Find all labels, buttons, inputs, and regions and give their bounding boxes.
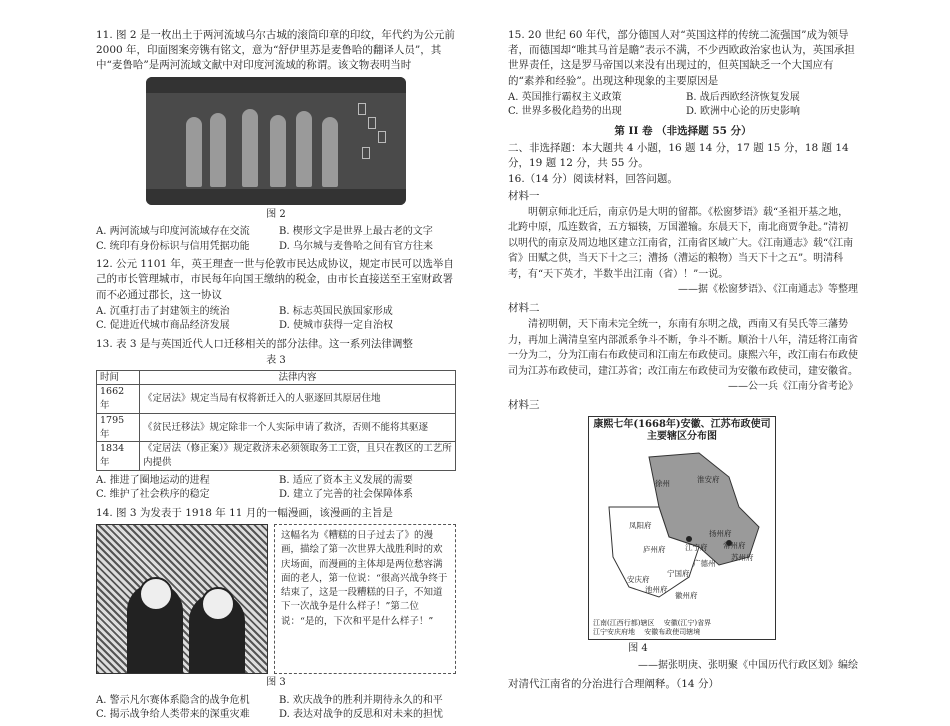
seal-figure <box>296 111 312 187</box>
q12-option-c[interactable]: C. 促进近代城市商品经济发展 <box>96 320 230 332</box>
table-row <box>97 413 456 442</box>
law-table <box>96 370 456 471</box>
figure-3-caption: 图 3 <box>266 677 286 689</box>
map-label: 淮安府 <box>697 474 720 484</box>
cartoon-old-man-head <box>139 577 173 611</box>
q13-options <box>96 474 456 503</box>
jiangnan-map <box>588 416 776 640</box>
map-label: 扬州府 <box>709 528 732 538</box>
q13-stem: 13. 表 3 是与英国近代人口迁移相关的部分法律。这一系列法律调整 <box>96 337 413 350</box>
map-label: 江宁府 <box>685 542 708 552</box>
map-label: 广德州 <box>693 558 716 568</box>
q11-option-c[interactable]: C. 统印有身份标识与信用凭据功能 <box>96 240 250 252</box>
table-header: 法律内容 <box>140 370 456 385</box>
q15-option-c[interactable]: C. 世界多极化趋势的出现 <box>508 106 622 118</box>
q14-option-d[interactable]: D. 表达对战争的反思和对未来的担忧 <box>279 709 444 721</box>
seal-figure <box>210 113 226 187</box>
cuneiform-glyph <box>358 103 366 115</box>
q15-option-b[interactable]: B. 战后西欧经济恢复发展 <box>686 91 800 103</box>
map-label: 徽州府 <box>675 590 698 600</box>
q15-options <box>508 91 858 120</box>
table-cell: 1834 年 <box>97 442 140 471</box>
q12-options <box>96 305 456 334</box>
map-label: 苏州府 <box>731 552 754 562</box>
cuneiform-glyph <box>362 147 370 159</box>
map-label: 宁国府 <box>667 568 690 578</box>
material-2-label: 材料二 <box>508 301 540 314</box>
seal-figure <box>242 109 258 187</box>
q15-stem: 15. 20 世纪 60 年代，部分德国人对“英国这样的传统二流强国”成为领导者，而德国却“唯其马首是瞻”表示不满，不少西欧政治家也认为，英国承担世界责任，这是罗马帝国以来没有出现过的，但英国缺乏一个大国应有的“素养和经验”。出现这种现象的主要原因是 <box>508 29 855 87</box>
table-cell: 《贫民迁移法》规定除非一个人实际申请了救济，否则不能将其驱逐 <box>140 413 456 442</box>
material-1-label: 材料一 <box>508 189 540 202</box>
q14-options <box>96 694 456 723</box>
section-description: 二、非选择题：本大题共 4 小题，16 题 14 分，17 题 15 分，18 题 14 分，19 题 12 分，共 55 分。 <box>508 142 849 170</box>
legend-item: 安徽布政使司辖境 <box>644 628 701 637</box>
table-header-row <box>97 370 456 385</box>
q13-option-c[interactable]: C. 维护了社会秩序的稳定 <box>96 489 210 501</box>
q14-option-c[interactable]: C. 揭示战争给人类带来的深重灾难 <box>96 709 250 721</box>
table-header: 时间 <box>97 370 140 385</box>
q11-stem: 11. 图 2 是一枚出土于两河流域乌尔古城的滚筒印章的印纹，年代约为公元前 2000 年，印面图案旁镌有铭文，意为“舒伊里苏是麦鲁哈的翻译人员”，其中“麦鲁哈”是两河流域文献中对印度河流域的称谓。该文物表明当时 <box>96 29 455 72</box>
city-marker <box>686 536 692 542</box>
map-label: 池州府 <box>645 584 668 594</box>
seal-top-band <box>146 77 406 93</box>
table-row <box>97 442 456 471</box>
q12-option-b[interactable]: B. 标志英国民族国家形成 <box>279 305 393 317</box>
figure-2-caption: 图 2 <box>266 208 286 220</box>
cartoon-old-man-head <box>201 587 235 621</box>
q15-option-a[interactable]: A. 英国推行霸权主义政策 <box>508 91 622 103</box>
map-label: 安庆府 <box>627 574 650 584</box>
q14-option-a[interactable]: A. 警示凡尔赛体系隐含的战争危机 <box>96 694 250 706</box>
cuneiform-glyph <box>368 117 376 129</box>
right-column <box>508 28 858 692</box>
q12-option-a[interactable]: A. 沉重打击了封建领主的统治 <box>96 305 230 317</box>
table-cell: 1662 年 <box>97 385 140 414</box>
map-shapes <box>589 447 773 607</box>
q12-option-d[interactable]: D. 使城市获得一定自治权 <box>279 320 394 332</box>
map-label: 凤阳府 <box>629 520 652 530</box>
map-label: 庐州府 <box>643 544 666 554</box>
table-cell: 《定居法（修正案）》规定救济未必须领取务工工资，且只在教区的工艺所内提供 <box>140 442 456 471</box>
material-3-label: 材料三 <box>508 398 540 411</box>
q12-stem: 12. 公元 1101 年，英王理查一世与伦敦市民达成协议，规定市民可以选举自己的市长管理城市，市民每年向国王缴纳的税金，由市长直接送至王室财政署而不必通过郡长，这一协议 <box>96 258 454 301</box>
map-title: 康熙七年(1668年)安徽、江苏布政使司主要辖区分布图 <box>593 418 771 443</box>
seal-figure <box>322 117 338 187</box>
cartoon-description: 这幅名为《糟糕的日子过去了》的漫画，描绘了第一次世界大战胜利时的欢庆场面，而漫画的主体却是两位愁容满面的老人，第一位说：“很高兴战争终于结束了，这是一段糟糕的日子，不知道下一次战争是什么样子！”第二位说：“是的，下次和平是什么样子！” <box>274 524 456 674</box>
table-cell: 《定居法》规定当局有权将新迁入的人驱逐回其原居住地 <box>140 385 456 414</box>
q16-question: 对清代江南省的分治进行合理阐释。（14 分） <box>508 677 719 690</box>
material-1-source: ——据《松窗梦语》、《江南通志》等整理 <box>678 284 858 296</box>
map-source: ——据张明庚、张明聚《中国历代行政区划》编绘 <box>638 660 858 672</box>
table-row <box>97 385 456 414</box>
q14-option-b[interactable]: B. 欢庆战争的胜利并期待永久的和平 <box>279 694 443 706</box>
seal-figure <box>270 115 286 187</box>
legend-item: 安徽(江宁)省界 <box>663 619 712 628</box>
q16-stem: 16.（14 分）阅读材料，回答问题。 <box>508 172 678 185</box>
q13-option-a[interactable]: A. 推进了圈地运动的进程 <box>96 474 210 486</box>
figure-4-caption: 图 4 <box>628 642 648 654</box>
seal-figure <box>186 117 202 187</box>
left-column <box>96 28 456 726</box>
q15-option-d[interactable]: D. 欧洲中心论的历史影响 <box>686 106 801 118</box>
legend-item: 江宁安庆府地 <box>593 628 635 637</box>
seal-bottom-band <box>146 189 406 205</box>
q11-option-a[interactable]: A. 两河流域与印度河流域存在交流 <box>96 226 250 238</box>
section-title: 第 II 卷 （非选择题 55 分） <box>614 124 752 137</box>
map-label: 徐州 <box>655 478 670 488</box>
cartoon-image <box>96 524 268 674</box>
q14-figure <box>96 524 456 674</box>
material-2-source: ——公一兵《江南分省考论》 <box>728 381 858 393</box>
material-1-text: 明朝京师北迁后，南京仍是大明的留都。《松窗梦语》载“圣祖开基之地，北跨中原，瓜连数省，五方辐辏，万国灌输。东晨天下，南北商贾争赴。”清初以明代的南京及周边地区建立江南省，江南省区域广大。《江南通志》载“《江南省》田赋之供，当天下十之三；漕扬（漕运的粮物）当天下十之五”。明清科考，有“天下英才，半数半出江南（省）！”一说。 <box>508 206 854 280</box>
legend-item: 江南(江西行都)辖区 <box>593 619 655 628</box>
table-3-title: 表 3 <box>266 355 286 367</box>
map-label: 常州府 <box>723 540 746 550</box>
map-legend <box>593 619 771 637</box>
q11-option-b[interactable]: B. 楔形文字是世界上最古老的文字 <box>279 226 433 238</box>
material-2-text: 清初明朝，天下南未完全统一，东南有东明之战，西南又有吴氏等三藩势力，再加上满清皇室内部派系争斗不断，争斗不断。顺治十八年，清廷将江南省一分为二，分为江南右布政使司和江南左布政使司。康熙六年，改江南右布政使司为江苏布政使司，建江苏省；改江南左布政使司为安徽布政使司，建安徽省。 <box>508 319 858 377</box>
q11-options <box>96 225 456 254</box>
cuneiform-glyph <box>378 131 386 143</box>
seal-image <box>146 77 406 205</box>
table-cell: 1795 年 <box>97 413 140 442</box>
q13-option-b[interactable]: B. 适应了资本主义发展的需要 <box>279 474 413 486</box>
q14-stem: 14. 图 3 为发表于 1918 年 11 月的一幅漫画，该漫画的主旨是 <box>96 506 393 519</box>
q11-option-d[interactable]: D. 乌尔城与麦鲁哈之间有官方往来 <box>279 240 434 252</box>
q13-option-d[interactable]: D. 建立了完善的社会保障体系 <box>279 489 414 501</box>
